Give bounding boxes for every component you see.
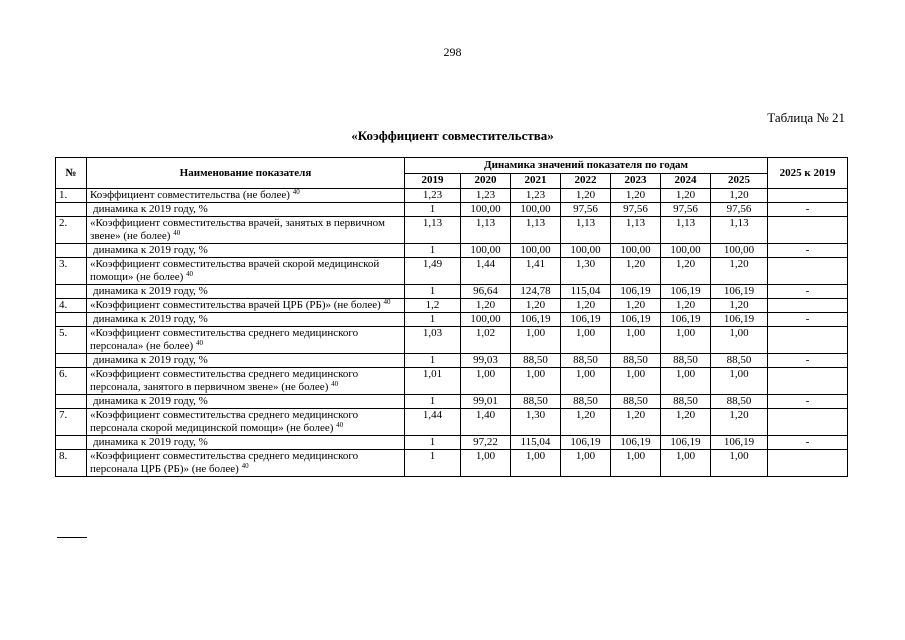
value-cell: 1,00 [561,368,611,395]
dynamics-value-cell: 100,00 [611,244,661,258]
indicator-name [87,450,405,477]
value-cell: 1,20 [711,299,768,313]
value-cell: 1,30 [561,258,611,285]
value-cell: 1,20 [661,258,711,285]
dynamics-value-cell: 1 [405,395,461,409]
indicator-name-text: «Коэффициент совместительства среднего медицинского персонала скорой медицинской помощи» (не более) [90,409,359,434]
dynamics-value-cell: 100,00 [511,244,561,258]
value-cell: 1,00 [561,450,611,477]
table-row-dynamics [56,313,848,327]
value-cell: 1,40 [461,409,511,436]
row-number-empty [56,244,87,258]
row-number: 7. [56,409,87,436]
row-number-empty [56,354,87,368]
dynamics-value-cell: 1 [405,285,461,299]
table-row-dynamics [56,285,848,299]
dynamics-value-cell: 88,50 [561,354,611,368]
value-cell: 1,01 [405,368,461,395]
dynamics-value-cell: 115,04 [511,436,561,450]
value-cell: 1,00 [711,368,768,395]
value-cell: 1,00 [461,368,511,395]
indicator-name-text: «Коэффициент совместительства среднего медицинского персонала» (не более) [90,327,359,352]
value-cell: 1,02 [461,327,511,354]
data-table [55,157,848,477]
table-row [56,327,848,354]
header-dynamics: Динамика значений показателя по годам [405,158,768,174]
dynamics-value-cell: 88,50 [611,395,661,409]
value-cell: 1,49 [405,258,461,285]
value-cell: 1,00 [461,450,511,477]
value-cell: 1,20 [611,409,661,436]
dynamics-value-cell: 88,50 [661,354,711,368]
header-num: № [56,158,87,189]
dynamics-value-cell: 100,00 [461,244,511,258]
indicator-name [87,368,405,395]
row-number: 4. [56,299,87,313]
table-row [56,450,848,477]
table-row [56,368,848,395]
ratio-cell [768,450,848,477]
dynamics-label: динамика к 2019 году, % [87,313,405,327]
table-caption: Таблица № 21 [767,110,845,125]
header-year: 2023 [611,173,661,189]
value-cell: 1,20 [561,189,611,203]
value-cell: 1,20 [661,409,711,436]
indicator-name [87,189,405,203]
dynamics-value-cell: 97,56 [561,203,611,217]
row-number-empty [56,203,87,217]
table-row [56,258,848,285]
dynamics-value-cell: 88,50 [511,354,561,368]
dynamics-label: динамика к 2019 году, % [87,395,405,409]
dynamics-value-cell: 106,19 [611,436,661,450]
ratio-cell: - [768,244,848,258]
indicator-name [87,409,405,436]
dynamics-value-cell: 100,00 [661,244,711,258]
ratio-cell [768,368,848,395]
row-number: 1. [56,189,87,203]
indicator-name-text: «Коэффициент совместительства врачей скорой медицинской помощи» (не более) [90,258,380,283]
indicator-name [87,299,405,313]
value-cell: 1,00 [661,327,711,354]
footnote-mark: 40 [336,421,344,429]
value-cell: 1,20 [561,409,611,436]
dynamics-value-cell: 106,19 [711,285,768,299]
value-cell: 1,13 [405,217,461,244]
dynamics-value-cell: 1 [405,354,461,368]
value-cell: 1,13 [611,217,661,244]
dynamics-value-cell: 88,50 [611,354,661,368]
value-cell: 1 [405,450,461,477]
value-cell: 1,00 [661,450,711,477]
value-cell: 1,20 [511,299,561,313]
value-cell: 1,20 [611,299,661,313]
footnote-mark: 40 [195,339,203,347]
page-number: 298 [443,45,462,59]
ratio-cell: - [768,313,848,327]
dynamics-value-cell: 115,04 [561,285,611,299]
value-cell: 1,44 [461,258,511,285]
value-cell: 1,20 [611,258,661,285]
value-cell: 1,23 [461,189,511,203]
indicator-name [87,258,405,285]
value-cell: 1,00 [611,368,661,395]
footnote-mark: 40 [331,380,339,388]
value-cell: 1,13 [561,217,611,244]
footnote-mark: 40 [173,229,181,237]
dynamics-value-cell: 97,56 [611,203,661,217]
header-last: 2025 к 2019 [768,158,848,189]
dynamics-value-cell: 88,50 [711,395,768,409]
dynamics-value-cell: 88,50 [561,395,611,409]
underline-mark [57,537,87,538]
value-cell: 1,00 [711,450,768,477]
ratio-cell: - [768,285,848,299]
dynamics-value-cell: 1 [405,313,461,327]
value-cell: 1,00 [511,450,561,477]
value-cell: 1,03 [405,327,461,354]
dynamics-value-cell: 1 [405,244,461,258]
indicator-name-text: «Коэффициент совместительства среднего медицинского персонала, занятого в первичном звене» (не более) [90,368,359,393]
table-row [56,409,848,436]
dynamics-value-cell: 97,56 [661,203,711,217]
value-cell: 1,20 [711,409,768,436]
table-row-dynamics [56,244,848,258]
dynamics-label: динамика к 2019 году, % [87,354,405,368]
dynamics-label: динамика к 2019 году, % [87,436,405,450]
ratio-cell [768,189,848,203]
row-number: 6. [56,368,87,395]
footnote-mark: 40 [292,188,300,196]
dynamics-label: динамика к 2019 году, % [87,244,405,258]
value-cell: 1,44 [405,409,461,436]
dynamics-value-cell: 100,00 [561,244,611,258]
dynamics-value-cell: 100,00 [461,313,511,327]
ratio-cell [768,327,848,354]
row-number: 8. [56,450,87,477]
dynamics-value-cell: 1 [405,203,461,217]
value-cell: 1,20 [561,299,611,313]
dynamics-value-cell: 106,19 [661,436,711,450]
row-number-empty [56,436,87,450]
value-cell: 1,2 [405,299,461,313]
ratio-cell: - [768,395,848,409]
value-cell: 1,20 [661,189,711,203]
value-cell: 1,00 [611,450,661,477]
footnote-mark: 40 [186,270,194,278]
value-cell: 1,13 [661,217,711,244]
indicator-name [87,217,405,244]
row-number: 2. [56,217,87,244]
value-cell: 1,00 [611,327,661,354]
header-year: 2024 [661,173,711,189]
dynamics-value-cell: 99,01 [461,395,511,409]
table-row-dynamics [56,354,848,368]
value-cell: 1,20 [711,189,768,203]
dynamics-value-cell: 88,50 [661,395,711,409]
value-cell: 1,13 [461,217,511,244]
header-year: 2025 [711,173,768,189]
value-cell: 1,00 [661,368,711,395]
dynamics-value-cell: 100,00 [711,244,768,258]
ratio-cell [768,409,848,436]
dynamics-value-cell: 106,19 [561,313,611,327]
header-year: 2019 [405,173,461,189]
value-cell: 1,41 [511,258,561,285]
table-row-dynamics [56,203,848,217]
value-cell: 1,20 [661,299,711,313]
dynamics-value-cell: 106,19 [561,436,611,450]
footnote-mark: 40 [241,462,249,470]
table-row [56,189,848,203]
dynamics-value-cell: 88,50 [711,354,768,368]
dynamics-value-cell: 106,19 [611,313,661,327]
value-cell: 1,30 [511,409,561,436]
ratio-cell: - [768,436,848,450]
header-year: 2022 [561,173,611,189]
indicator-name [87,327,405,354]
table-row [56,217,848,244]
footnote-mark: 40 [383,298,391,306]
dynamics-value-cell: 124,78 [511,285,561,299]
indicator-name-text: «Коэффициент совместительства врачей ЦРБ (РБ)» (не более) [90,299,381,311]
dynamics-value-cell: 106,19 [661,285,711,299]
dynamics-value-cell: 106,19 [611,285,661,299]
dynamics-value-cell: 96,64 [461,285,511,299]
dynamics-value-cell: 99,03 [461,354,511,368]
value-cell: 1,20 [461,299,511,313]
dynamics-value-cell: 106,19 [661,313,711,327]
ratio-cell: - [768,354,848,368]
row-number: 3. [56,258,87,285]
dynamics-value-cell: 106,19 [711,436,768,450]
dynamics-value-cell: 100,00 [461,203,511,217]
header-year: 2020 [461,173,511,189]
row-number: 5. [56,327,87,354]
value-cell: 1,23 [511,189,561,203]
ratio-cell [768,217,848,244]
value-cell: 1,20 [711,258,768,285]
ratio-cell: - [768,203,848,217]
dynamics-value-cell: 97,22 [461,436,511,450]
table-row-dynamics [56,436,848,450]
indicator-name-text: Коэффициент совместительства (не более) [90,189,290,201]
ratio-cell [768,258,848,285]
indicator-name-text: «Коэффициент совместительства среднего медицинского персонала ЦРБ (РБ)» (не более) [90,450,359,475]
dynamics-value-cell: 106,19 [511,313,561,327]
table-title: «Коэффициент совместительства» [351,128,554,143]
dynamics-value-cell: 1 [405,436,461,450]
dynamics-value-cell: 88,50 [511,395,561,409]
dynamics-label: динамика к 2019 году, % [87,203,405,217]
table-row-dynamics [56,395,848,409]
row-number-empty [56,313,87,327]
table-row [56,299,848,313]
value-cell: 1,13 [711,217,768,244]
dynamics-label: динамика к 2019 году, % [87,285,405,299]
row-number-empty [56,395,87,409]
dynamics-value-cell: 97,56 [711,203,768,217]
row-number-empty [56,285,87,299]
value-cell: 1,00 [511,327,561,354]
value-cell: 1,00 [561,327,611,354]
dynamics-value-cell: 106,19 [711,313,768,327]
value-cell: 1,20 [611,189,661,203]
value-cell: 1,23 [405,189,461,203]
ratio-cell [768,299,848,313]
header-year: 2021 [511,173,561,189]
value-cell: 1,00 [511,368,561,395]
indicator-name-text: «Коэффициент совместительства врачей, занятых в первичном звене» (не более) [90,217,385,242]
value-cell: 1,13 [511,217,561,244]
value-cell: 1,00 [711,327,768,354]
header-name: Наименование показателя [87,158,405,189]
dynamics-value-cell: 100,00 [511,203,561,217]
